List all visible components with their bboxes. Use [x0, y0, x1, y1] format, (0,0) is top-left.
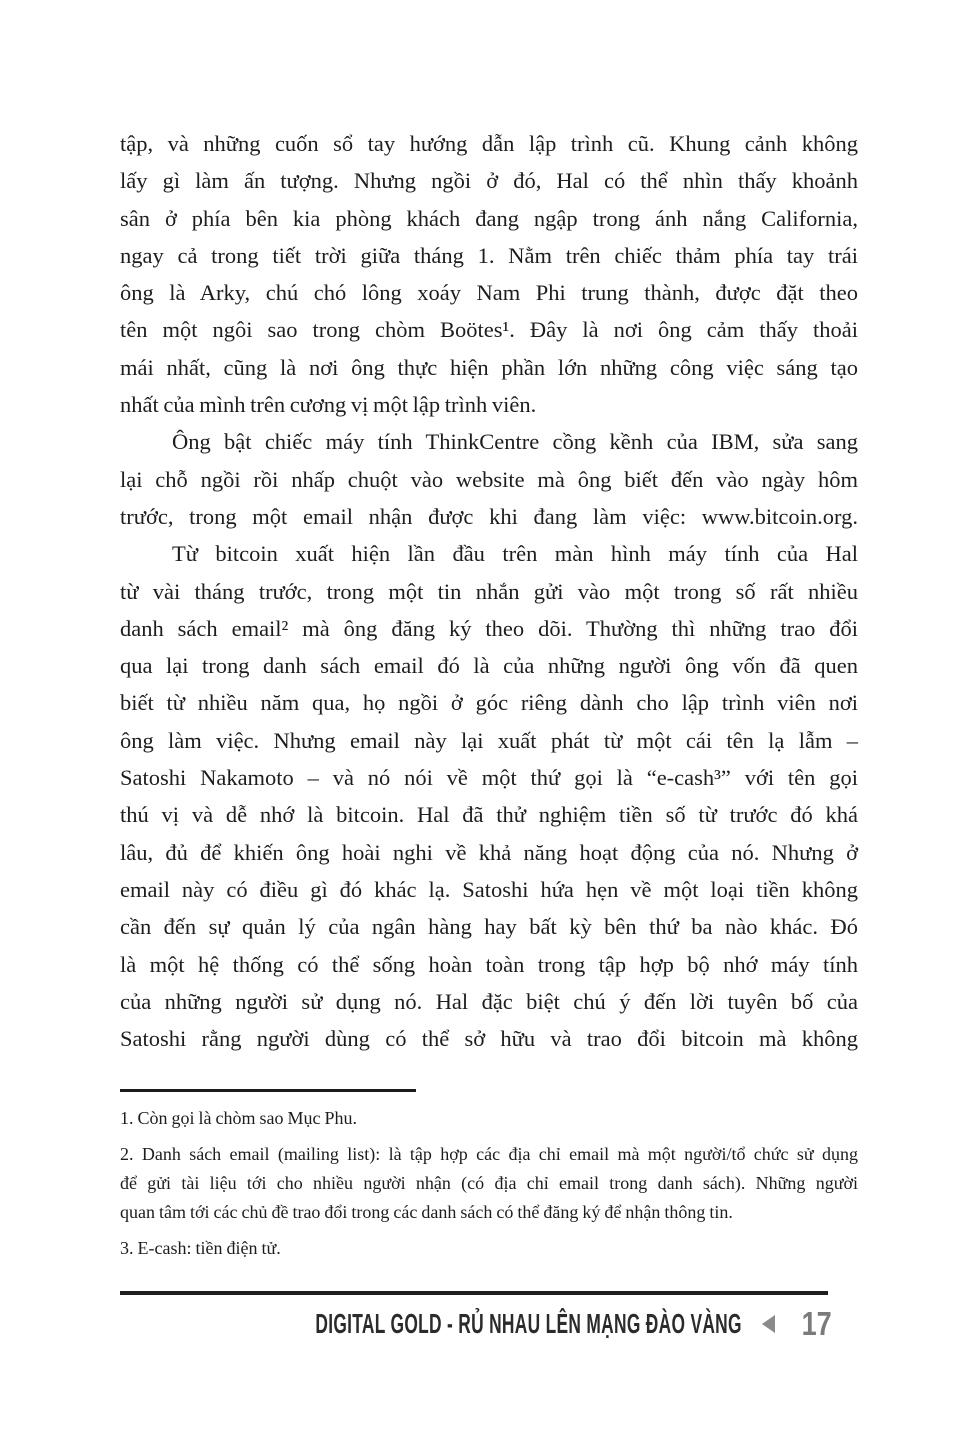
text-line: Satoshi rằng người dùng có thể sở hữu và trao đổi bitcoin mà không [120, 1026, 858, 1052]
text-line: tập, và những cuốn sổ tay hướng dẫn lập trình cũ. Khung cảnh không [120, 131, 858, 156]
text-line: email này có điều gì đó khác lạ. Satoshi hứa hẹn về một loại tiền không [120, 876, 858, 902]
text-line: lấy gì làm ấn tượng. Nhưng ngồi ở đó, Hal có thể nhìn thấy khoảnh [120, 168, 858, 194]
text-line: sân ở phía bên kia phòng khách đang ngập trong ánh nắng California, [120, 205, 858, 231]
text-line: trước, trong một email nhận được khi đang làm việc: www.bitcoin.org. [120, 503, 858, 529]
footnotes [120, 1104, 858, 1270]
text-line: Ông bật chiếc máy tính ThinkCentre cồng kềnh của IBM, sửa sang [172, 429, 858, 455]
text-line: của những người sử dụng nó. Hal đặc biệt chú ý đến lời tuyên bố của [120, 988, 858, 1014]
page-number: 17 [801, 1305, 832, 1342]
running-title: DIGITAL GOLD - RỦ NHAU LÊN MẠNG ĐÀO VÀNG [315, 1308, 743, 1339]
text-line: tên một ngôi sao trong chòm Boötes¹. Đây là nơi ông cảm thấy thoải [120, 317, 858, 343]
text-line: Từ bitcoin xuất hiện lần đầu trên màn hình máy tính của Hal [172, 541, 858, 567]
body-text [120, 125, 858, 1057]
footnote [120, 1140, 858, 1227]
text-line: danh sách email² mà ông đăng ký theo dõi. Thường thì những trao đổi [120, 615, 858, 641]
text-line: để gửi tài liệu tới cho nhiều người nhận (có địa chỉ email trong danh sách). Những người [120, 1173, 858, 1193]
text-line: 3. E-cash: tiền điện tử. [120, 1238, 281, 1258]
paragraph [120, 423, 858, 535]
text-line: ngay cả trong tiết trời giữa tháng 1. Nằm trên chiếc thảm phía tay trái [120, 242, 858, 268]
paragraph [120, 535, 858, 1057]
text-line: qua lại trong danh sách email đó là của những người ông vốn đã quen [120, 653, 858, 679]
footnote [120, 1104, 858, 1133]
page-footer [120, 1303, 832, 1345]
left-triangle-icon [762, 1315, 775, 1333]
text-line: cần đến sự quản lý của ngân hàng hay bất kỳ bên thứ ba nào khác. Đó [120, 914, 858, 940]
text-line: từ vài tháng trước, trong một tin nhắn gửi vào một trong số rất nhiều [120, 578, 858, 604]
text-line: Satoshi Nakamoto – và nó nói về một thứ gọi là “e-cash³” với tên gọi [120, 765, 858, 791]
text-line: 2. Danh sách email (mailing list): là tập hợp các địa chỉ email mà một người/tổ chức sử dụng [120, 1144, 858, 1164]
text-line: quan tâm tới các chủ đề trao đổi trong các danh sách có thể đăng ký để nhận thông tin. [120, 1202, 733, 1222]
text-line: biết từ nhiều năm qua, họ ngồi ở góc riêng dành cho lập trình viên nơi [120, 690, 858, 716]
footer-rule [120, 1291, 828, 1295]
footnote [120, 1234, 858, 1263]
paragraph [120, 125, 858, 423]
footnote-separator [120, 1089, 416, 1092]
text-line: ông là Arky, chú chó lông xoáy Nam Phi trung thành, được đặt theo [120, 280, 858, 306]
text-line: 1. Còn gọi là chòm sao Mục Phu. [120, 1108, 357, 1128]
text-line: thú vị và dễ nhớ là bitcoin. Hal đã thử nghiệm tiền số từ trước đó khá [120, 802, 858, 828]
text-line: nhất của mình trên cương vị một lập trình viên. [120, 392, 537, 418]
text-line: ông làm việc. Nhưng email này lại xuất phát từ một cái tên lạ lẫm – [120, 727, 858, 753]
text-line: lâu, đủ để khiến ông hoài nghi về khả năng hoạt động của nó. Nhưng ở [120, 839, 858, 865]
text-line: là một hệ thống có thể sống hoàn toàn trong tập hợp bộ nhớ máy tính [120, 951, 858, 977]
text-line: mái nhất, cũng là nơi ông thực hiện phần lớn những công việc sáng tạo [120, 354, 858, 380]
text-line: lại chỗ ngồi rồi nhấp chuột vào website mà ông biết đến vào ngày hôm [120, 466, 858, 492]
